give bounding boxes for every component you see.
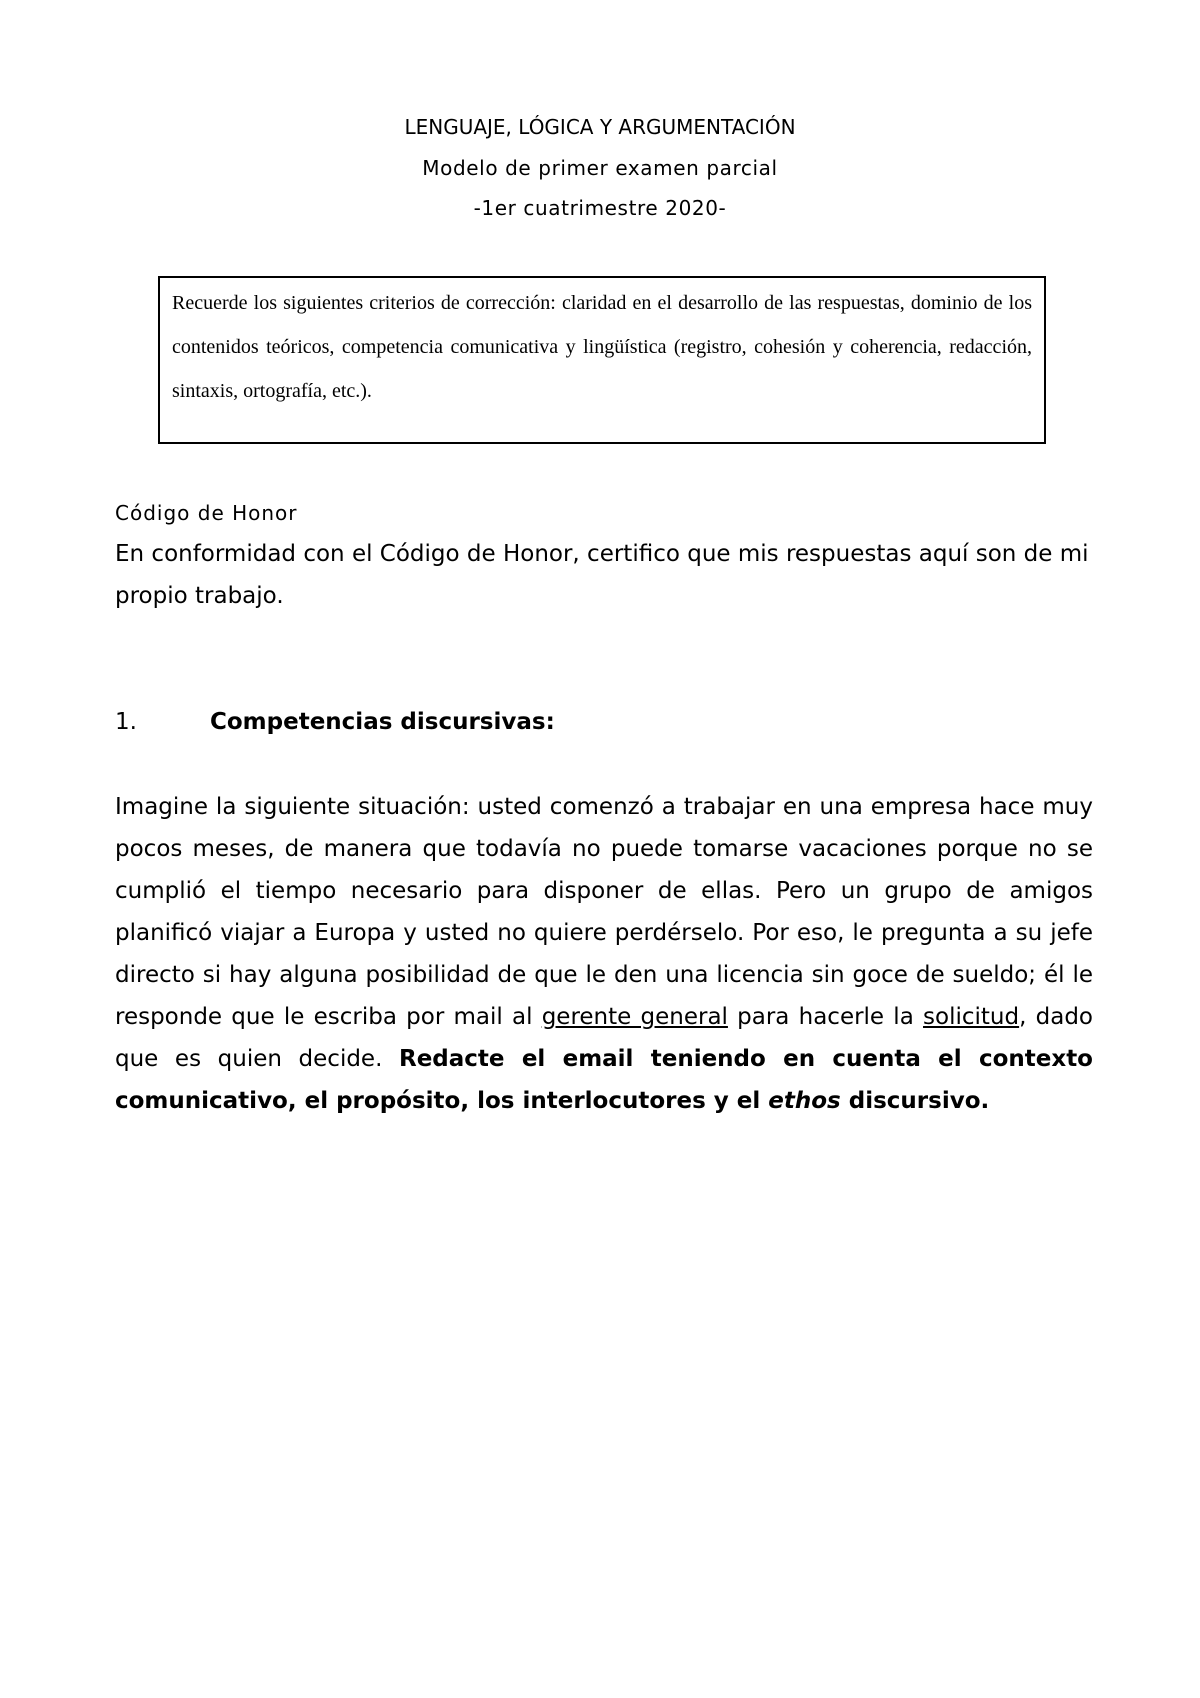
instruction-text-part: discursivo. [840, 1088, 990, 1114]
question-number: 1. [115, 709, 137, 735]
question-text-part: para hacerle la [727, 1004, 924, 1030]
question-text-part: , dado que es quien decide. [115, 1004, 1093, 1072]
instruction-italic-term: ethos [768, 1088, 841, 1114]
document-term: -1er cuatrimestre 2020- [473, 196, 727, 220]
correction-criteria-text: Recuerde los siguientes criterios de corrección: claridad en el desarrollo de las respuestas, dominio de los contenidos teóricos, competencia comunicativa y lingüística (registro, cohesión y coherencia, redacción, sintaxis, ortografía, etc.). [172, 292, 1032, 402]
question-text-part: Imagine la siguiente situación: usted comenzó a trabajar en una empresa hace muy pocos meses, de manera que todavía no puede tomarse vacaciones porque no se cumplió el tiempo necesario para disponer de ellas. Pero un grupo de amigos planificó viajar a Europa y usted no quiere perdérselo. Por eso, le pregunta a su jefe directo si hay alguna posibilidad de que le den una licencia sin goce de sueldo; él le responde que le escriba por mail al [115, 794, 1093, 1030]
honor-code-statement: En conformidad con el Código de Honor, certifico que mis respuestas aquí son de mi propio trabajo. [115, 541, 1089, 609]
instruction-text-part: Redacte el email teniendo en cuenta el contexto comunicativo, el propósito, los interlocutores y el [115, 1046, 1093, 1114]
question-body [115, 786, 1093, 1122]
document-title: LENGUAJE, LÓGICA Y ARGUMENTACIÓN [404, 115, 796, 139]
underlined-term-gerente: gerente general [541, 1004, 728, 1030]
underlined-term-solicitud: solicitud [923, 1004, 1020, 1030]
honor-code-heading: Código de Honor [115, 501, 298, 525]
correction-criteria-box [158, 276, 1046, 444]
question-title: Competencias discursivas: [210, 709, 555, 735]
document-subtitle: Modelo de primer examen parcial [422, 156, 778, 180]
